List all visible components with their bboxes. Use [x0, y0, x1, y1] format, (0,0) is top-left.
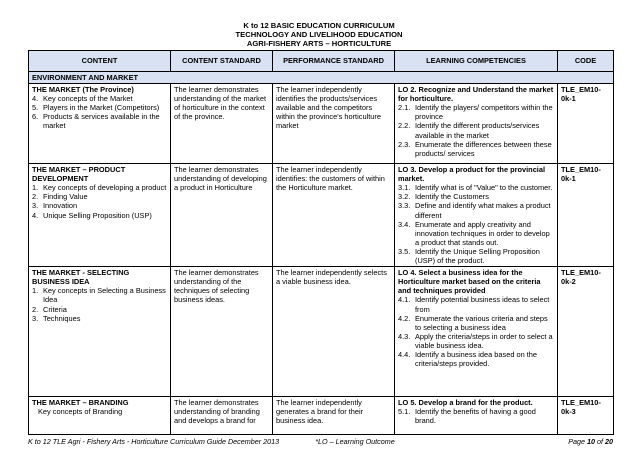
- page-prefix: Page: [568, 437, 587, 446]
- lo-title: LO 5. Develop a brand for the product.: [398, 398, 533, 408]
- item-number: 4.: [32, 94, 39, 104]
- col-header-content-standard: CONTENT STANDARD: [171, 51, 273, 72]
- competency-number: 4.3.: [398, 331, 411, 341]
- competency-number: 2.3.: [398, 139, 411, 149]
- content-item: [32, 112, 167, 130]
- content-item: [32, 201, 167, 210]
- competency-item: [398, 332, 554, 350]
- competency-text: Define and identify what makes a product different: [415, 201, 551, 220]
- page-of: of: [595, 437, 605, 446]
- item-text: Key concepts of the Market: [43, 94, 133, 104]
- performance-standard-cell: The learner independently identifies: the customers of within the Horticulture market.: [273, 164, 395, 267]
- competency-number: 4.4.: [398, 349, 411, 359]
- col-header-learning-competencies: LEARNING COMPETENCIES: [395, 51, 558, 72]
- competency-text: Identify the Unique Selling Proposition (USP) of the product.: [415, 246, 540, 266]
- competencies-cell: [395, 397, 558, 435]
- competencies-cell: [395, 164, 558, 267]
- content-item: [32, 94, 167, 103]
- section-title: ENVIRONMENT AND MARKET: [29, 72, 614, 84]
- table-row: [29, 397, 614, 435]
- item-number: 5.: [32, 103, 39, 113]
- item-text: Techniques: [43, 313, 81, 323]
- footer-note: *LO – Learning Outcome: [315, 437, 395, 446]
- competency-item: [398, 140, 554, 158]
- competency-text: Enumerate the various criteria and steps to selecting a business idea: [415, 313, 548, 332]
- performance-standard-cell: The learner independently generates a brand for their business idea.: [273, 397, 395, 435]
- competency-text: Identify a business idea based on the criteria/steps provided.: [415, 349, 538, 369]
- item-text: Key concepts of developing a product: [43, 183, 167, 193]
- page-number: [568, 437, 613, 446]
- item-number: 1.: [32, 183, 39, 193]
- competency-text: Identify the different products/services available in the market: [415, 121, 540, 140]
- competency-number: 4.2.: [398, 313, 411, 323]
- code-cell: TLE_EM10-0k-2: [558, 267, 614, 397]
- content-item: [32, 407, 167, 416]
- item-number: 1.: [32, 286, 39, 296]
- lo-title: LO 2. Recognize and Understand the market for horticulture.: [398, 85, 554, 104]
- item-text: Key concepts in Selecting a Business Idea: [43, 286, 166, 305]
- competency-number: 3.1.: [398, 183, 411, 193]
- competency-item: [398, 350, 554, 368]
- competency-item: [398, 247, 554, 265]
- table-header-row: [29, 51, 614, 72]
- document-header: [0, 21, 638, 49]
- competency-item: [398, 183, 554, 192]
- competency-text: Identify what is of "Value" to the customer.: [415, 183, 553, 193]
- content-item: [32, 192, 167, 201]
- performance-standard-cell: The learner independently selects a viable business idea.: [273, 267, 395, 397]
- col-header-performance-standard: PERFORMANCE STANDARD: [273, 51, 395, 72]
- content-standard-cell: The learner demonstrates understanding of the market of horticulture in the context of the province.: [171, 84, 273, 164]
- competency-item: [398, 314, 554, 332]
- competency-number: 3.3.: [398, 201, 411, 211]
- content-item: [32, 211, 167, 220]
- content-title: THE MARKET – BRANDING: [32, 398, 129, 408]
- content-standard-cell: The learner demonstrates understanding of branding and develops a brand for: [171, 397, 273, 435]
- competency-number: 2.1.: [398, 103, 411, 113]
- competency-item: [398, 103, 554, 121]
- content-item: [32, 314, 167, 323]
- content-item: [32, 305, 167, 314]
- competency-text: Identify potential business ideas to select from: [415, 295, 550, 314]
- item-number: 4.: [32, 210, 39, 220]
- item-number: 3.: [32, 313, 39, 323]
- content-item: [32, 103, 167, 112]
- content-title: THE MARKET (The Province): [32, 85, 134, 95]
- section-row: [29, 72, 614, 84]
- item-number: 3.: [32, 201, 39, 211]
- table-row: [29, 267, 614, 397]
- item-text: Products & services available in the market: [43, 112, 160, 131]
- content-cell: [29, 164, 171, 267]
- item-number: 2.: [32, 304, 39, 314]
- content-standard-cell: The learner demonstrates understanding of the techniques of selecting business ideas.: [171, 267, 273, 397]
- lo-title: LO 4. Select a business idea for the Horticulture market based on the criteria and techniques provided: [398, 268, 541, 296]
- competency-number: 5.1.: [398, 407, 411, 417]
- competencies-cell: [395, 84, 558, 164]
- competency-text: Enumerate the differences between these products/ services: [415, 139, 552, 158]
- content-cell: [29, 397, 171, 435]
- competency-text: Identify the players/ competitors within the province: [415, 103, 553, 122]
- competency-item: [398, 407, 554, 425]
- col-header-content: CONTENT: [29, 51, 171, 72]
- content-standard-cell: The learner demonstrates understanding of developing a product in Horticulture: [171, 164, 273, 267]
- curriculum-table: [28, 50, 614, 435]
- content-cell: [29, 84, 171, 164]
- content-item: [32, 183, 167, 192]
- competency-number: 2.2.: [398, 121, 411, 131]
- performance-standard-cell: The learner independently identifies the products/services available and the competitors within the province's horticulture market: [273, 84, 395, 164]
- code-cell: TLE_EM10-0k-3: [558, 397, 614, 435]
- competency-item: [398, 295, 554, 313]
- header-line-2: TECHNOLOGY AND LIVELIHOOD EDUCATION: [235, 30, 403, 40]
- item-text: Players in the Market (Competitors): [43, 103, 160, 113]
- competency-item: [398, 121, 554, 139]
- col-header-code: CODE: [558, 51, 614, 72]
- item-number: 2.: [32, 192, 39, 202]
- code-cell: TLE_EM10-0k-1: [558, 164, 614, 267]
- item-number: 6.: [32, 112, 39, 122]
- content-cell: [29, 267, 171, 397]
- content-title: THE MARKET – PRODUCT DEVELOPMENT: [32, 165, 126, 184]
- item-text: Finding Value: [43, 192, 88, 202]
- table-row: [29, 84, 614, 164]
- competency-number: 3.2.: [398, 192, 411, 202]
- table-row: [29, 164, 614, 267]
- lo-title: LO 3. Develop a product for the provincial market.: [398, 165, 546, 184]
- competency-text: Identify the benefits of having a good brand.: [415, 407, 536, 426]
- item-text: Criteria: [43, 304, 67, 314]
- item-text: Innovation: [43, 201, 78, 211]
- item-text: Key concepts of Branding: [38, 407, 123, 417]
- competency-text: Identify the Customers: [415, 192, 489, 202]
- competency-item: [398, 201, 554, 219]
- page-total: 20: [605, 437, 613, 446]
- competency-item: [398, 220, 554, 247]
- content-item: [32, 286, 167, 304]
- competency-number: 3.4.: [398, 219, 411, 229]
- header-line-3: AGRI-FISHERY ARTS – HORTICULTURE: [246, 39, 392, 49]
- competency-number: 4.1.: [398, 295, 411, 305]
- competency-item: [398, 192, 554, 201]
- competencies-cell: [395, 267, 558, 397]
- code-cell: TLE_EM10-0k-1: [558, 84, 614, 164]
- competency-number: 3.5.: [398, 246, 411, 256]
- header-line-1: K to 12 BASIC EDUCATION CURRICULUM: [243, 21, 395, 30]
- item-text: Unique Selling Proposition (USP): [43, 210, 152, 220]
- competency-text: Apply the criteria/steps in order to select a viable business idea.: [415, 331, 553, 350]
- competency-text: Enumerate and apply creativity and innovation techniques in order to develop a product that stands out.: [415, 219, 550, 247]
- footer-title: K to 12 TLE Agri - Fishery Arts - Horticulture Curriculum Guide December 2013: [28, 437, 280, 446]
- page-current: 10: [587, 437, 595, 446]
- content-title: THE MARKET - SELECTING BUSINESS IDEA: [32, 268, 130, 287]
